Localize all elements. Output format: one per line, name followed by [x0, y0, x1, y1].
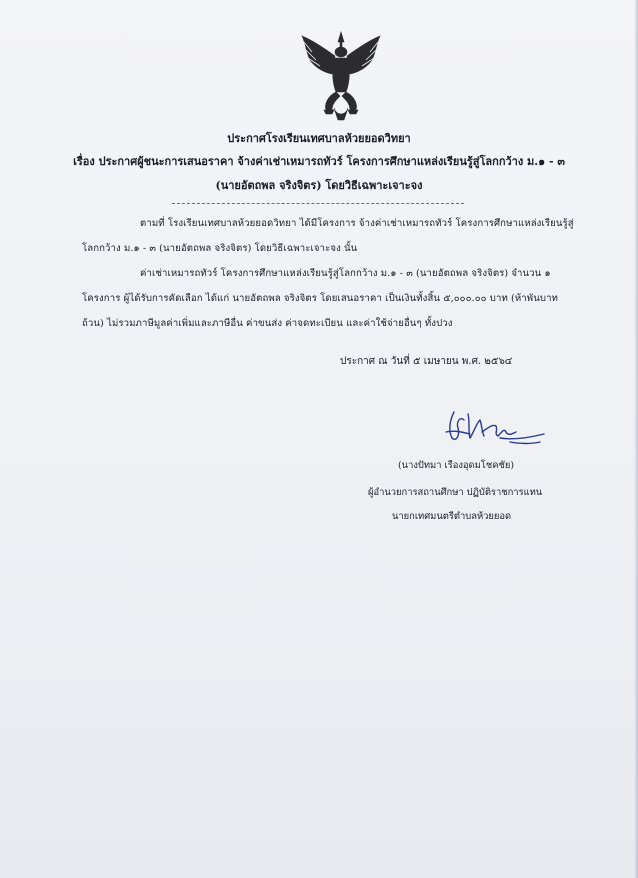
- signer-position-2: นายกเทศมนตรีตำบลห้วยยอด: [392, 511, 512, 522]
- paragraph2-line3: ถ้วน) ไม่รวมภาษีมูลค่าเพิ่มและภาษีอื่น ค่าขนส่ง ค่าจดทะเบียน และค่าใช้จ่ายอื่นๆ ทั้งปวง: [82, 318, 453, 329]
- signature-icon: [440, 402, 552, 448]
- paragraph1-line2: โลกกว้าง ม.๑ - ๓ (นายอัตถพล จริงจิตร) โดยวิธีเฉพาะเจาะจง นั้น: [82, 243, 358, 254]
- org-title: ประกาศโรงเรียนเทศบาลห้วยยอดวิทยา: [227, 132, 411, 145]
- garuda-emblem-icon: [298, 30, 384, 122]
- announce-date: ประกาศ ณ วันที่ ๕ เมษายน พ.ศ. ๒๕๖๔: [340, 356, 513, 367]
- signer-position-1: ผู้อำนวยการสถานศึกษา ปฏิบัติราชการแทน: [368, 487, 543, 498]
- paragraph2-line1: ค่าเช่าเหมารถทัวร์ โครงการศึกษาแหล่งเรียนรู้สู่โลกกว้าง ม.๑ - ๓ (นายอัตถพล จริงจิตร) จำนวน ๑: [140, 268, 551, 279]
- dashed-divider: [172, 203, 464, 204]
- paragraph1-line1: ตามที่ โรงเรียนเทศบาลห้วยยอดวิทยา ได้มีโครงการ จ้างค่าเช่าเหมารถทัวร์ โครงการศึกษาแหล่งเรียนรู้สู่: [140, 218, 574, 229]
- paragraph2-line2: โครงการ ผู้ได้รับการคัดเลือก ได้แก่ นายอัตถพล จริงจิตร โดยเสนอราคา เป็นเงินทั้งสิ้น ๕,๐๐๐.๐๐ บาท (ห้าพันบาท: [82, 293, 558, 304]
- signer-name: (นางปัทมา เรืองอุดมโชคชัย): [398, 460, 514, 471]
- subject-line-2: (นายอัตถพล จริงจิตร) โดยวิธีเฉพาะเจาะจง: [215, 179, 423, 192]
- subject-line-1: เรื่อง ประกาศผู้ชนะการเสนอราคา จ้างค่าเช่าเหมารถทัวร์ โครงการศึกษาแหล่งเรียนรู้สู่โลกกว้าง ม.๑ - ๓: [73, 155, 565, 168]
